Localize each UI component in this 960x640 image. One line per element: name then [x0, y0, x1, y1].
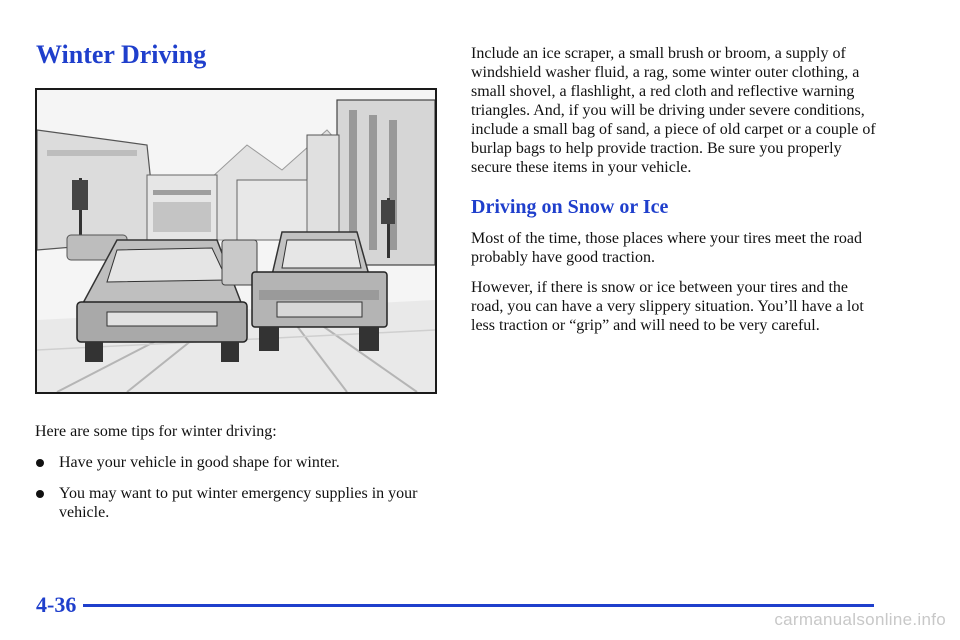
list-item — [35, 484, 435, 522]
left-column — [35, 422, 435, 534]
section-heading: Driving on Snow or Ice — [471, 196, 669, 218]
list-item-text: Have your vehicle in good shape for winter. — [59, 454, 340, 471]
winter-street-icon — [37, 90, 435, 392]
right-column — [471, 44, 876, 346]
footer-rule — [83, 604, 874, 607]
bullet-icon — [36, 459, 44, 467]
list-item — [35, 453, 435, 472]
winter-street-illustration — [35, 88, 437, 394]
slippery-paragraph: However, if there is snow or ice between your tires and the road, you can have a very slippery situation. You’ll have a lot less traction or “grip” and will need to be very careful. — [471, 279, 864, 334]
page-title: Winter Driving — [36, 40, 207, 69]
page-number: 4-36 — [36, 592, 77, 617]
list-item-text: You may want to put winter emergency supplies in your vehicle. — [59, 485, 418, 521]
bullet-icon — [36, 490, 44, 498]
tips-intro: Here are some tips for winter driving: — [35, 423, 277, 440]
watermark: carmanualsonline.info — [774, 610, 946, 629]
supplies-paragraph: Include an ice scraper, a small brush or broom, a supply of windshield washer fluid, a rag, some winter outer clothing, a small shovel, a flashlight, a red cloth and reflective warning triangles. And, if you will be driving under severe conditions, include a small bag of sand, a piece of old carpet or a couple of burlap bags to help provide traction. Be sure you properly secure these items in your vehicle. — [471, 45, 876, 176]
traction-paragraph: Most of the time, those places where your tires meet the road probably have good traction. — [471, 230, 862, 266]
